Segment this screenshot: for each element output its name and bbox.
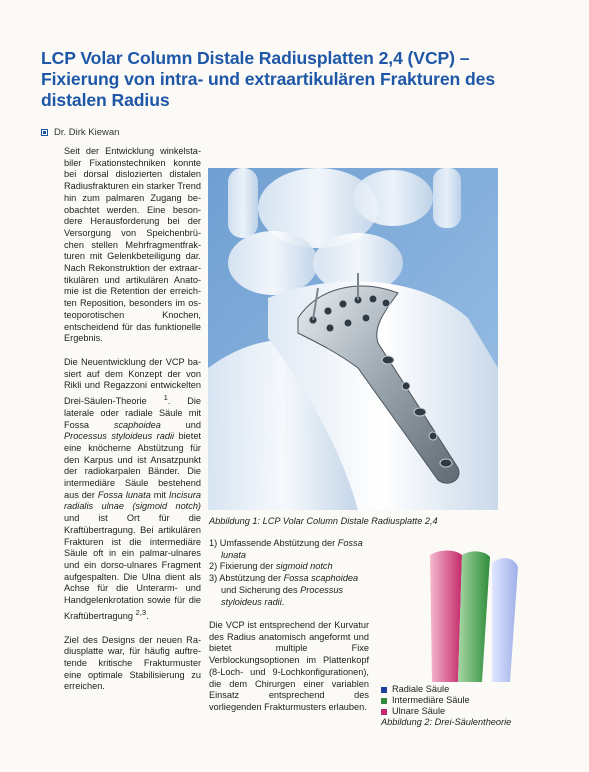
list-item: 1) Umfassende Abstützung der Fossa lunata <box>209 538 363 560</box>
p2-text-e: mit <box>150 489 169 500</box>
list-item: 3) Abstützung der Fossa scaphoidea und Sicherung des Processus styloideus radii. <box>209 573 359 607</box>
legend-swatch <box>381 687 387 693</box>
p2-text-b: . Die laterale oder radiale Säule mit Fossa <box>64 396 201 430</box>
body-column-left <box>64 146 201 705</box>
p2-text-c: und <box>160 419 201 430</box>
legend-swatch <box>381 709 387 715</box>
radial-column-shape <box>492 558 518 682</box>
paragraph-three-column-theory <box>64 357 201 623</box>
column-support-list <box>209 538 369 608</box>
title-line-2: Fixierung von intra- und extraartikulären Frakturen des <box>41 69 495 89</box>
intermediate-column-shape <box>458 551 490 682</box>
legend-swatch <box>381 698 387 704</box>
p2-italic-4: Incisura radialis ulnae (sigmoid notch) <box>64 489 201 512</box>
legend-item-intermediate: Intermediäre Säule <box>381 695 511 706</box>
paragraph-vcp-description: Die VCP ist entsprechend der Kurvatur des Radius anatomisch angeformt und bietet multiple Fixe Verblockungsoptionen im Plattenkopf (8-Loch- und 9-Lochkonfigurationen), die dem Chirurgen einer variablen Einsatz entsprechend des vorliegenden Frakturmusters erlauben. <box>209 620 369 712</box>
paragraph-intro: Seit der Entwicklung winkelstabiler Fixationstechniken konnte bei dorsal dislozierten distalen Radiusfrakturen ein starker Trend hin zum palmaren Zugang beobachtet werden. Eine besondere Herausforderung bei der Versorgung von Speichenbrüchen stellen Mehrfragmentfrakturen mit Gelenkbeteiligung dar. Nach Rekonstruktion der extraartikulären und artikulären Anatomie ist die Retention der erreichten Reposition, besonders im osteoporotischen Knochen, entscheidend für das funktionelle Ergebnis. <box>64 146 201 344</box>
figure-1-caption: Abbildung 1: LCP Volar Column Distale Radiusplatte 2,4 <box>209 516 438 526</box>
legend-item-radial: Radiale Säule <box>381 684 511 695</box>
p2-text-g: . <box>146 610 149 621</box>
reference-sup-1: 1 <box>163 393 168 403</box>
ulnar-column-shape <box>430 551 462 683</box>
article-title <box>41 48 561 111</box>
list-item: 2) Fixierung der sigmoid notch <box>209 561 333 572</box>
author-name: Dr. Dirk Kiewan <box>54 127 120 138</box>
figure-2-caption: Abbildung 2: Drei-Säulentheorie <box>381 717 512 727</box>
legend-item-ulnar: Ulnare Säule <box>381 706 511 717</box>
title-line-3: distalen Radius <box>41 90 170 110</box>
p2-italic-3: Fossa lunata <box>97 489 151 500</box>
title-line-1: LCP Volar Column Distale Radiusplatten 2,4 (VCP) – <box>41 48 470 68</box>
paragraph-design-goal: Ziel des Designs der neuen Radiusplatte war, für häufig auftretende kritische Frakturmuster eine optimale Stabilisierung zu erreichen. <box>64 634 201 692</box>
p2-italic-2: Processus styloideus radii <box>64 431 175 442</box>
p2-italic-1: scaphoidea <box>113 419 161 430</box>
figure-three-column-image <box>410 545 530 682</box>
author-line <box>41 127 119 138</box>
figure-radius-plate-image <box>208 168 498 510</box>
p2-text-a: Die Neuentwicklung der VCP basiert auf dem Konzept der von Rikli und Regazzoni entwickelten Drei-Säulen-Theorie <box>64 356 201 407</box>
p2-text-f: und ist Ort für die Kraftübertragung. Bei artikulären Frakturen ist die intermediäre Säule oft in ein palmar-ulnares und ein dorso-ulnares Fragment aufgespalten. Die Ulna dient als Achse für die Unterarm- und Handgelenkrotation sowie für die Kraftübertragung <box>64 513 201 621</box>
body-column-middle <box>209 620 369 714</box>
three-column-illustration <box>410 545 530 682</box>
figure-2-legend <box>381 684 511 728</box>
p2-text-d: bietet eine knöcherne Abstützung für den Karpus und ist Ansatzpunkt der radiokarpalen Bänder. Die intermediäre Säule bestehend aus der <box>64 431 201 500</box>
radius-plate-illustration <box>208 168 498 510</box>
reference-sup-2: 2,3 <box>135 607 147 617</box>
author-bullet-icon <box>41 129 48 136</box>
